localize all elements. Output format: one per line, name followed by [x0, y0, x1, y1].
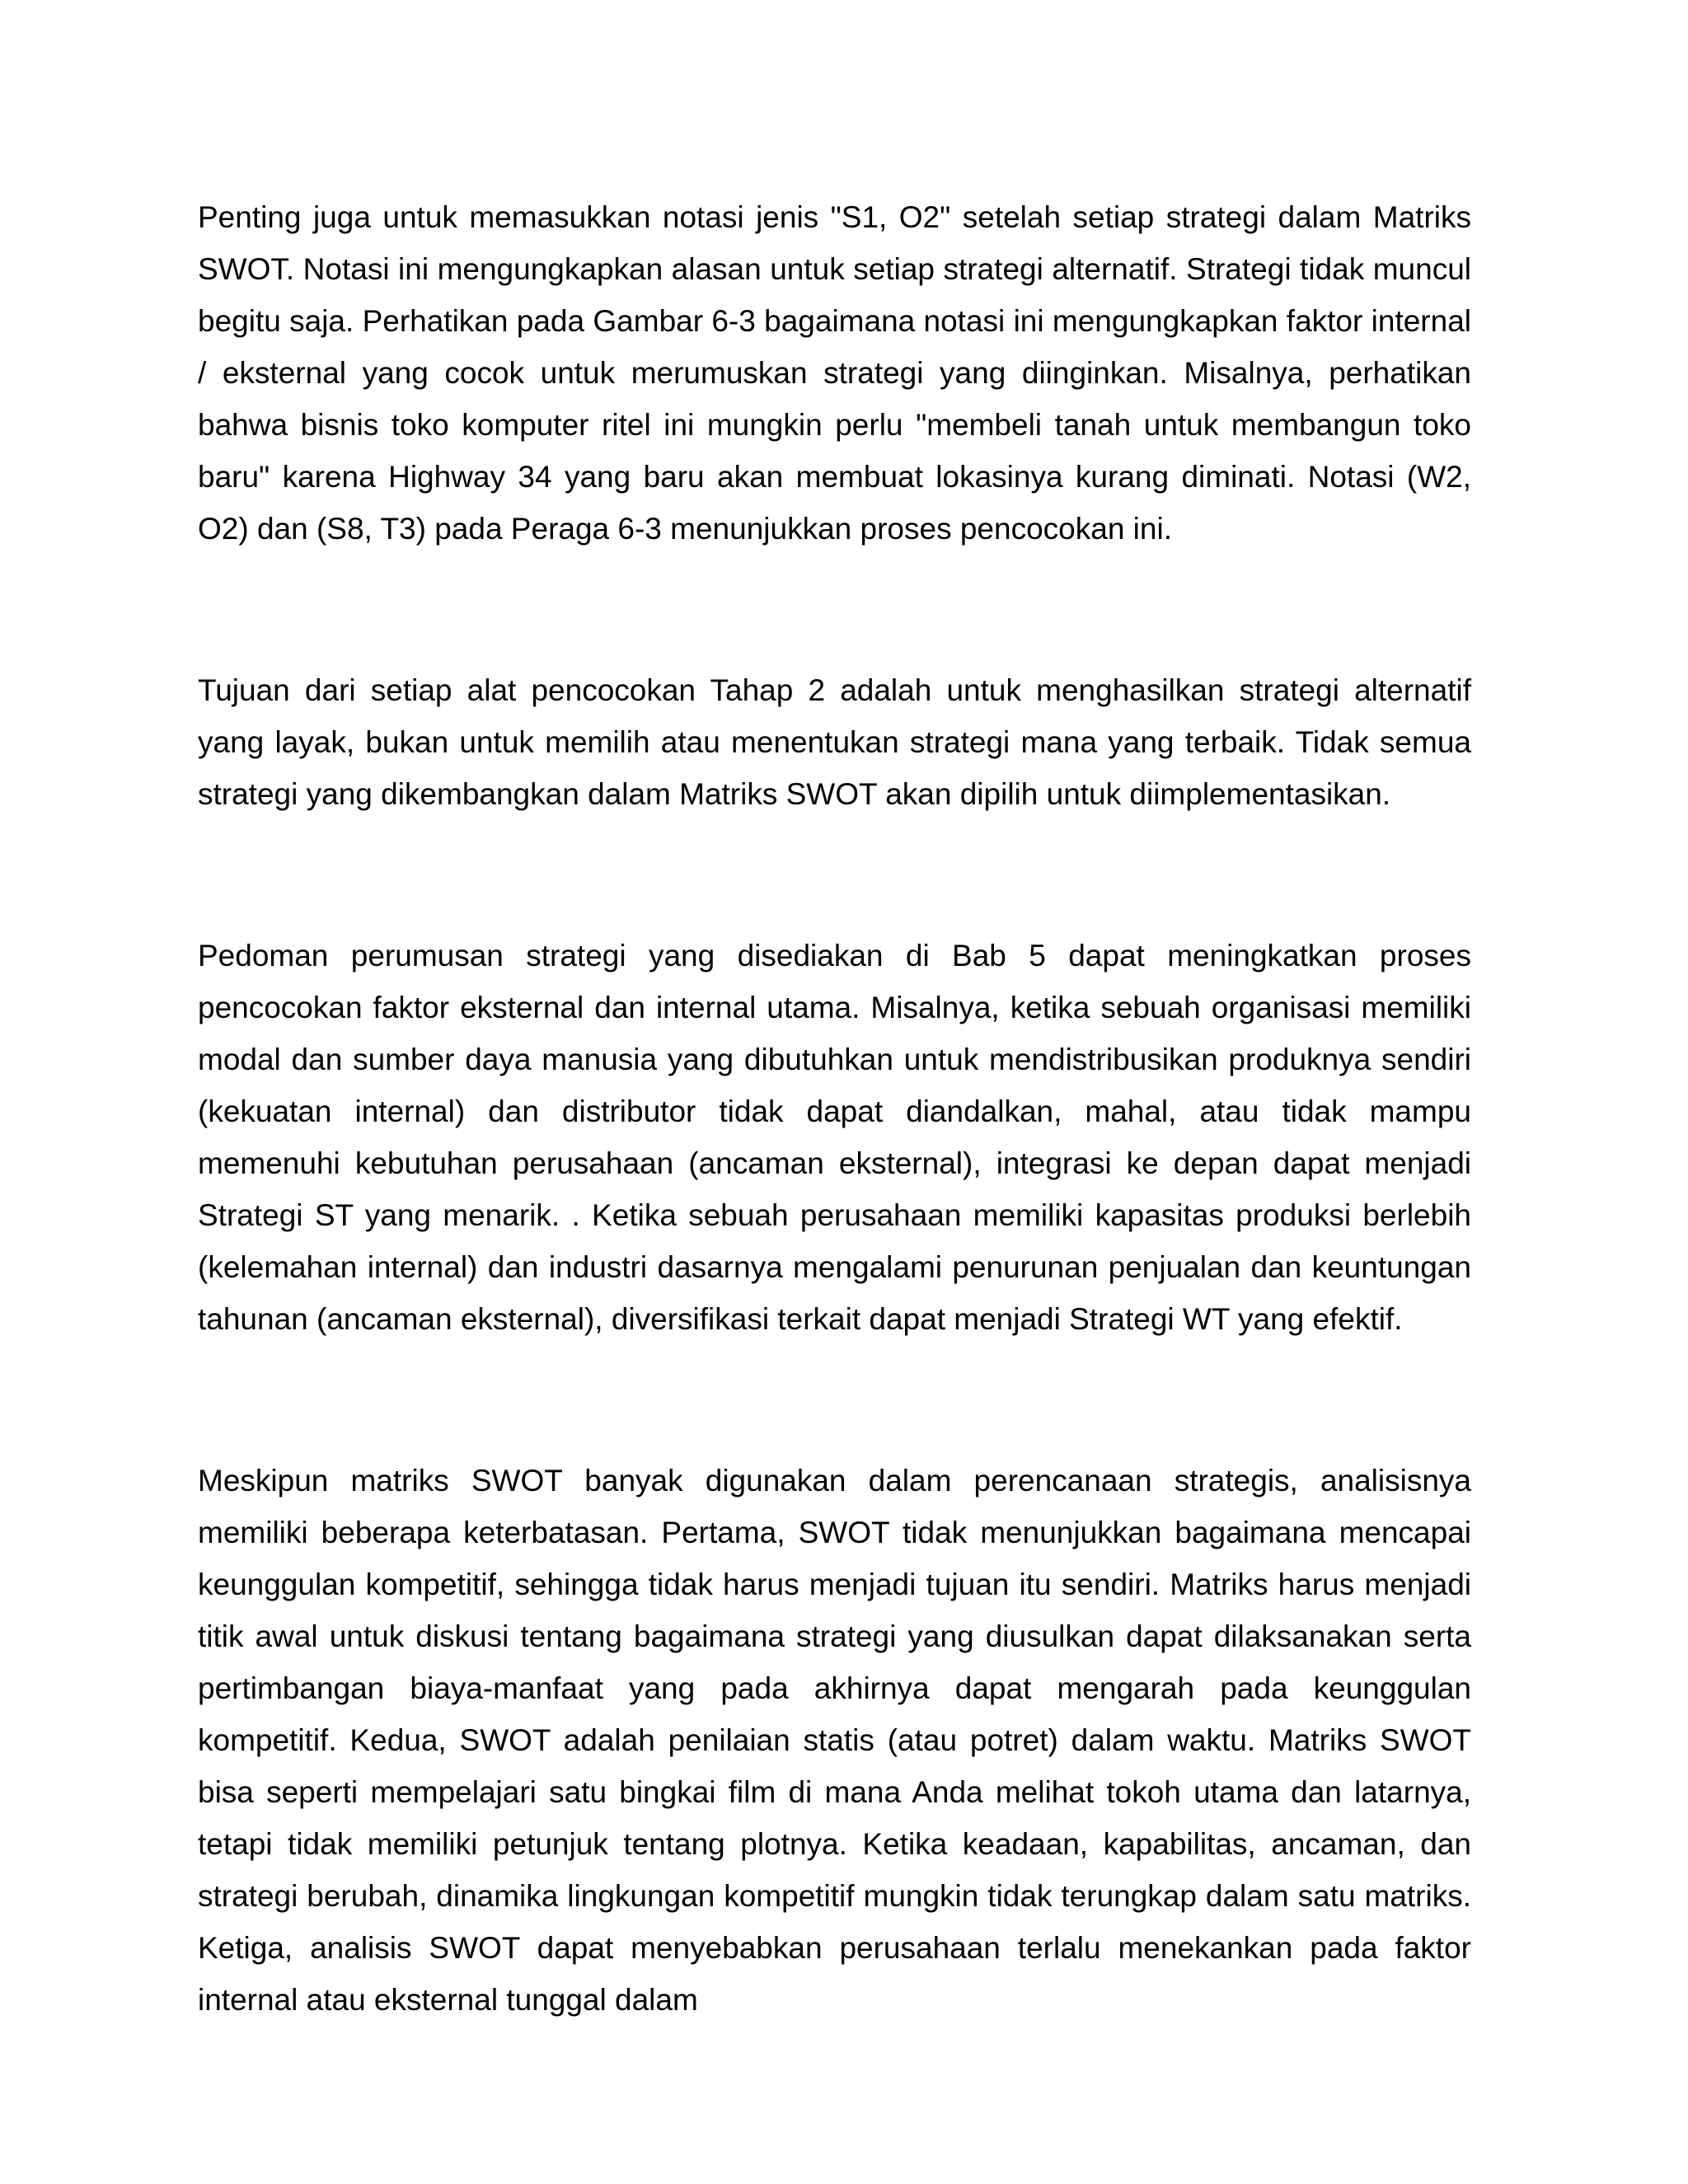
paragraph-spacer — [198, 555, 1471, 664]
paragraph-spacer — [198, 1345, 1471, 1455]
document-body — [198, 191, 1471, 2026]
paragraph-swot-limitations: Meskipun matriks SWOT banyak digunakan dalam perencanaan strategis, analisisnya memiliki beberapa keterbatasan. Pertama, SWOT tidak menunjukkan bagaimana mencapai keunggulan kompetitif, sehingga tidak harus menjadi tujuan itu sendiri. Matriks harus menjadi titik awal untuk diskusi tentang bagaimana strategi yang diusulkan dapat dilaksanakan serta pertimbangan biaya-manfaat yang pada akhirnya dapat mengarah pada keunggulan kompetitif. Kedua, SWOT adalah penilaian statis (atau potret) dalam waktu. Matriks SWOT bisa seperti mempelajari satu bingkai film di mana Anda melihat tokoh utama dan latarnya, tetapi tidak memiliki petunjuk tentang plotnya. Ketika keadaan, kapabilitas, ancaman, dan strategi berubah, dinamika lingkungan kompetitif mungkin tidak terungkap dalam satu matriks. Ketiga, analisis SWOT dapat menyebabkan perusahaan terlalu menekankan pada faktor internal atau eksternal tunggal dalam — [198, 1464, 1471, 2017]
paragraph-swot-notation: Penting juga untuk memasukkan notasi jenis "S1, O2" setelah setiap strategi dalam Matriks SWOT. Notasi ini mengungkapkan alasan untuk setiap strategi alternatif. Strategi tidak muncul begitu saja. Perhatikan pada Gambar 6-3 bagaimana notasi ini mengungkapkan faktor internal / eksternal yang cocok untuk merumuskan strategi yang diinginkan. Misalnya, perhatikan bahwa bisnis toko komputer ritel ini mungkin perlu "membeli tanah untuk membangun toko baru" karena Highway 34 yang baru akan membuat lokasinya kurang diminati. Notasi (W2, O2) dan (S8, T3) pada Peraga 6-3 menunjukkan proses pencocokan ini. — [198, 200, 1471, 546]
paragraph-strategy-guidelines: Pedoman perumusan strategi yang disediakan di Bab 5 dapat meningkatkan proses pencocokan faktor eksternal dan internal utama. Misalnya, ketika sebuah organisasi memiliki modal dan sumber daya manusia yang dibutuhkan untuk mendistribusikan produknya sendiri (kekuatan internal) dan distributor tidak dapat diandalkan, mahal, atau tidak mampu memenuhi kebutuhan perusahaan (ancaman eksternal), integrasi ke depan dapat menjadi Strategi ST yang menarik. . Ketika sebuah perusahaan memiliki kapasitas produksi berlebih (kelemahan internal) dan industri dasarnya mengalami penurunan penjualan dan keuntungan tahunan (ancaman eksternal), diversifikasi terkait dapat menjadi Strategi WT yang efektif. — [198, 939, 1471, 1336]
paragraph-spacer — [198, 820, 1471, 930]
paragraph-matching-goal: Tujuan dari setiap alat pencocokan Tahap 2 adalah untuk menghasilkan strategi alternatif yang layak, bukan untuk memilih atau menentukan strategi mana yang terbaik. Tidak semua strategi yang dikembangkan dalam Matriks SWOT akan dipilih untuk diimplementasikan. — [198, 673, 1471, 811]
